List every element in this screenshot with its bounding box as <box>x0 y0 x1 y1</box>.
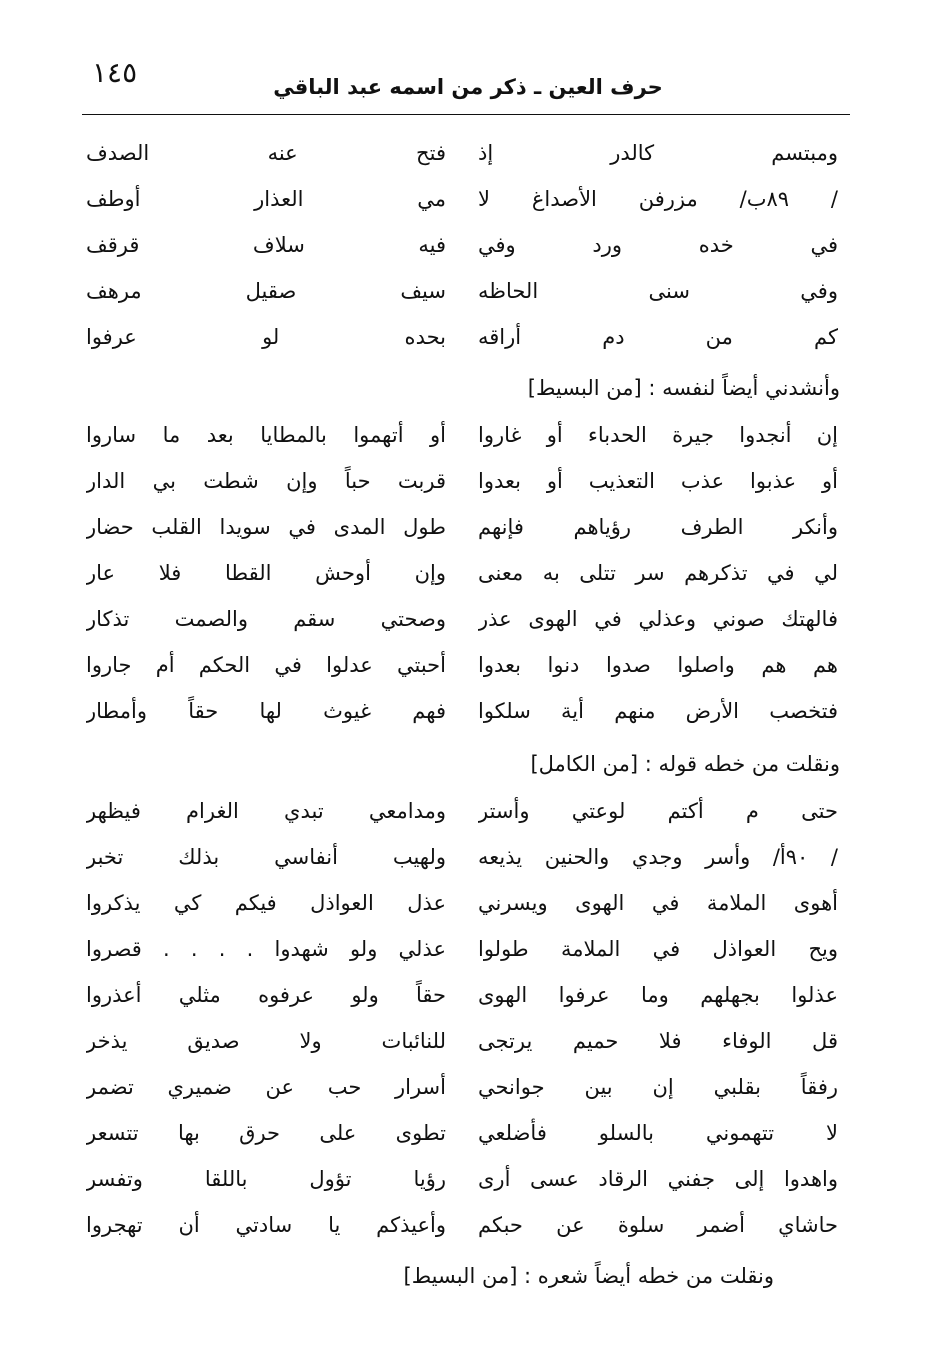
poem2-right-line-6: هم هم واصلوا صدوا دنوا بعدوا <box>478 653 838 677</box>
poem2-right-line-5: فالهتك صوني وعذلي في الهوى عذر <box>478 607 838 631</box>
poem1-left-line-4: سيف صقيل مرهف <box>86 279 446 303</box>
poem3-right-line-9: واهدوا إلى جفني الرقاد عسى أرى <box>478 1167 838 1191</box>
intro-poem4: ونقلت من خطه أيضاً شعره : [من البسيط] <box>403 1264 774 1288</box>
poem3-right-line-1: حتى م أكتم لوعتي وأستر <box>478 799 838 823</box>
poem1-right-line-2: / ٨٩ب/ مزرفن الأصداغ لا <box>478 187 838 211</box>
poem2-left-line-1: أو أتهموا بالمطايا بعد ما ساروا <box>86 423 446 447</box>
poem3-right-line-3: أهوى الملامة في الهوى ويسرني <box>478 891 838 915</box>
poem2-right-line-3: وأنكر الطرف رؤياهم فإنهم <box>478 515 838 539</box>
poem1-right-line-3: في خده ورد وفي <box>478 233 838 257</box>
poem1-left-line-3: فيه سلاف قرقف <box>86 233 446 257</box>
poem2-right-line-1: إن أنجدوا جيرة الحدباء أو غاروا <box>478 423 838 447</box>
poem3-right-line-2: / ٩٠أ/ وأسر وجدي والحنين يذيعه <box>478 845 838 869</box>
poem3-left-line-8: تطوى على حرق بها تتسعر <box>86 1121 446 1145</box>
poem3-left-line-4: عذلي ولو شهدوا . . . . قصروا <box>86 937 446 961</box>
poem2-left-line-5: وصحتي سقم والصمت تذكار <box>86 607 446 631</box>
poem2-left-line-7: فهم غيوث لها حقاً وأمطار <box>86 699 446 723</box>
intro-poem2: وأنشدني أيضاً لنفسه : [من البسيط] <box>527 376 840 400</box>
poem3-right-line-4: ويح العواذل في الملامة طولوا <box>478 937 838 961</box>
poem3-left-line-7: أسرار حب عن ضميري تضمر <box>86 1075 446 1099</box>
poem3-left-line-6: للنائبات ولا صديق يذخر <box>86 1029 446 1053</box>
poem2-left-line-6: أحبتي عدلوا في الحكم أم جاروا <box>86 653 446 677</box>
poem3-left-line-5: حقاً ولو عرفوه مثلي أعذروا <box>86 983 446 1007</box>
poem3-right-line-7: رفقاً بقلبي إن بين جوانحي <box>478 1075 838 1099</box>
poem3-right-line-10: حاشاي أضمر سلوة عن حبكم <box>478 1213 838 1237</box>
poem1-right-line-4: وفي سنى الحاظه <box>478 279 838 303</box>
running-title: حرف العين ـ ذكر من اسمه عبد الباقي <box>273 75 663 99</box>
poem3-right-line-5: عذلوا بجهلهم وما عرفوا الهوى <box>478 983 838 1007</box>
poem3-left-line-2: ولهيب أنفاسي بذلك تخبر <box>86 845 446 869</box>
poem1-right-line-1: ومبتسم كالدر إذ <box>478 141 838 165</box>
poem1-right-line-5: كم من دم أراقه <box>478 325 838 349</box>
poem3-left-line-3: عذل العواذل فيكم كي يذكروا <box>86 891 446 915</box>
poem3-left-line-10: وأعيذكم يا سادتي أن تهجروا <box>86 1213 446 1237</box>
page-number: ١٤٥ <box>92 56 138 89</box>
poem2-right-line-7: فتخصب الأرض منهم أية سلكوا <box>478 699 838 723</box>
poem1-left-line-1: فتح عنه الصدف <box>86 141 446 165</box>
poem2-right-line-2: أو عذبوا عذب التعذيب أو بعدوا <box>478 469 838 493</box>
poem3-left-line-1: ومدامعي تبدي الغرام فيظهر <box>86 799 446 823</box>
poem3-right-line-6: قل الوفاء فلا حميم يرتجى <box>478 1029 838 1053</box>
poem3-left-line-9: رؤيا تؤول باللقا وتفسر <box>86 1167 446 1191</box>
header-rule <box>82 114 850 115</box>
intro-poem3: ونقلت من خطه قوله : [من الكامل] <box>530 752 840 776</box>
poem2-left-line-3: طول المدى في سويدا القلب حضار <box>86 515 446 539</box>
poem2-left-line-2: قربت حباً وإن شطت بي الدار <box>86 469 446 493</box>
poem2-left-line-4: وإن أوحش القطا فلا عار <box>86 561 446 585</box>
poem1-left-line-5: بحده لو عرفوا <box>86 325 446 349</box>
poem2-right-line-4: لي في تذكرهم سر تتلى به معنى <box>478 561 838 585</box>
poem1-left-line-2: مي العذار أوطف <box>86 187 446 211</box>
poem3-right-line-8: لا تتهموني بالسلو فأضلعي <box>478 1121 838 1145</box>
